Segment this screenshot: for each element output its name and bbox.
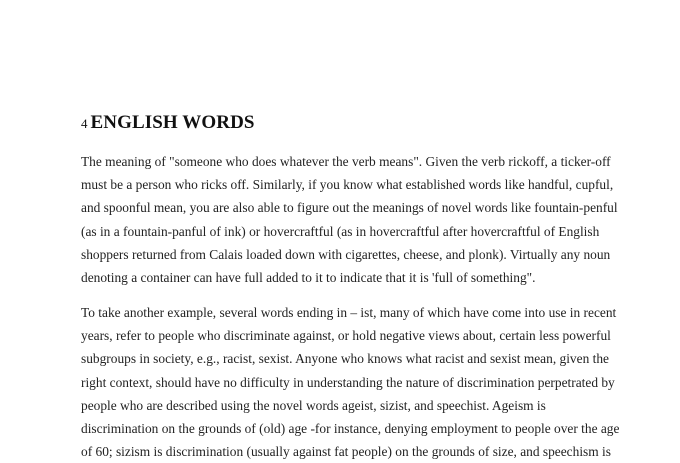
page-number: 4 (81, 116, 88, 131)
text-line: years, refer to people who discriminate against, or hold negative views about, certain less powerful (81, 328, 611, 344)
paragraph-2 (81, 301, 621, 463)
text-line: right context, should have no difficulty in understanding the nature of discrimination perpetrated by (81, 374, 615, 390)
page-header (81, 112, 255, 134)
paragraph-1 (81, 150, 621, 289)
text-line: denoting a container can have full added to it to indicate that it is 'full of something". (81, 270, 536, 286)
text-line: (as in a fountain-panful of ink) or hovercraftful (as in hovercraftful after hovercraftful of English (81, 223, 600, 239)
text-line: subgroups in society, e.g., racist, sexist. Anyone who knows what racist and sexist mean, given the (81, 351, 609, 367)
text-line: discrimination on the grounds of (old) age -for instance, denying employment to people over the age (81, 421, 620, 437)
text-line: people who are described using the novel words ageist, sizist, and speechist. Ageism is (81, 397, 546, 413)
text-line: must be a person who ricks off. Similarly, if you know what established words like handful, cupful, (81, 177, 614, 193)
text-line: The meaning of "someone who does whatever the verb means". Given the verb rickoff, a ticker-off (81, 154, 611, 169)
text-line: shoppers returned from Calais loaded down with cigarettes, cheese, and plonk). Virtually any noun (81, 246, 611, 262)
chapter-title: ENGLISH WORDS (90, 112, 255, 133)
text-line: To take another example, several words ending in – ist, many of which have come into use in recent (81, 305, 617, 320)
text-line: and spoonful mean, you are also able to figure out the meanings of novel words like fountain-penful (81, 200, 618, 216)
text-line: of 60; sizism is discrimination (usually against fat people) on the grounds of size, and speechism is (81, 444, 611, 460)
